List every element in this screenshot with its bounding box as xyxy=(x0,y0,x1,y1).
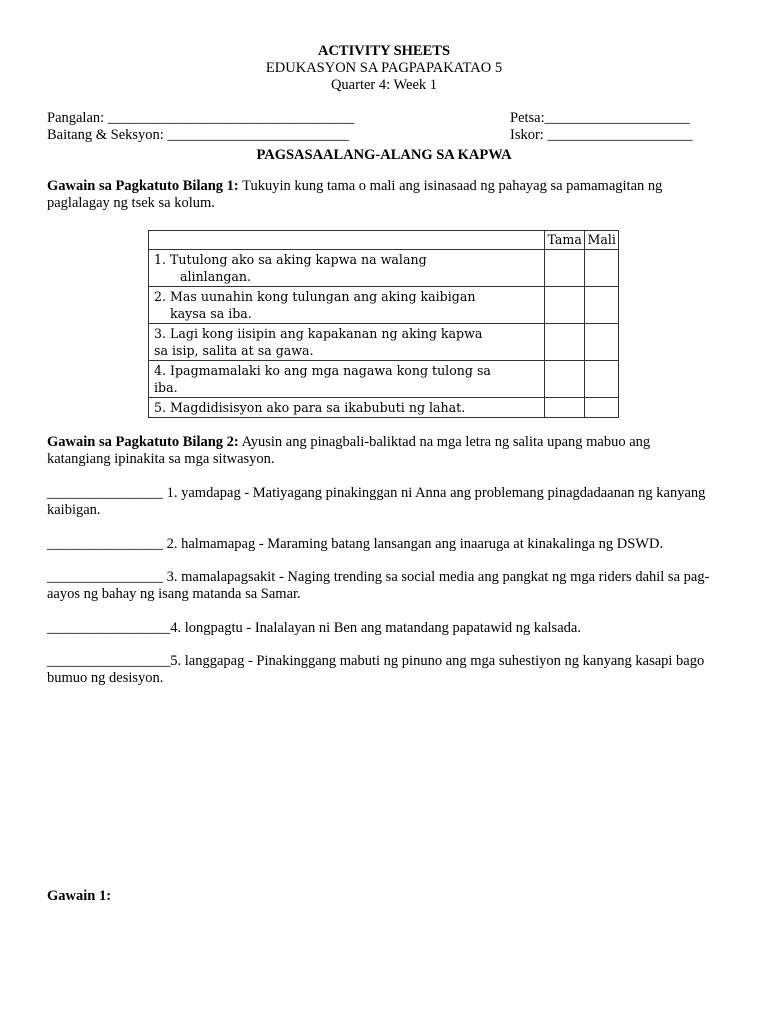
tama-checkbox-cell[interactable] xyxy=(544,250,584,287)
tama-column-header: Tama xyxy=(544,231,584,250)
statement-line2: iba. xyxy=(154,380,178,395)
tama-checkbox-cell[interactable] xyxy=(544,287,584,324)
subject-title: EDUKASYON SA PAGPAPAKATAO 5 xyxy=(265,60,503,76)
activity2-label: Gawain sa Pagkatuto Bilang 2: xyxy=(47,434,239,450)
tama-checkbox-cell[interactable] xyxy=(544,398,584,418)
statement-line1: 2. Mas uunahin kong tulungan ang aking kaibigan xyxy=(154,289,476,304)
statement-line1: 1. Tutulong ako sa aking kapwa na walang xyxy=(154,252,427,267)
statement-column-header xyxy=(149,231,545,250)
activity2-instructions xyxy=(47,434,717,468)
grade-section-field[interactable]: Baitang & Seksyon: _________________________ xyxy=(47,127,349,143)
table-row xyxy=(149,361,619,398)
activity2-item[interactable]: _________________5. langgapag - Pinakinggang mabuti ng pinuno ang mga suhestiyon ng kanyang kasapi bago bumuo ng desisyon. xyxy=(47,653,705,686)
mali-checkbox-cell[interactable] xyxy=(585,287,619,324)
statement-cell xyxy=(149,287,545,324)
mali-checkbox-cell[interactable] xyxy=(585,250,619,287)
score-field[interactable]: Iskor: ____________________ xyxy=(510,127,693,143)
statement-line2: kaysa sa iba. xyxy=(170,306,252,321)
tama-checkbox-cell[interactable] xyxy=(544,361,584,398)
activity2-item[interactable]: ________________ 1. yamdapag - Matiyagang pinakinggan ni Anna ang problemang pinagdadaanan ng kanyang kaibigan. xyxy=(47,485,706,518)
table-header-row xyxy=(149,231,619,250)
table-row xyxy=(149,287,619,324)
tama-checkbox-cell[interactable] xyxy=(544,324,584,361)
quarter-week: Quarter 4: Week 1 xyxy=(330,77,438,93)
statement-line2: sa isip, salita at sa gawa. xyxy=(154,343,314,358)
statement-cell xyxy=(149,324,545,361)
table-row xyxy=(149,324,619,361)
mali-checkbox-cell[interactable] xyxy=(585,324,619,361)
document-title: ACTIVITY SHEETS xyxy=(317,43,451,59)
statement-line1: 3. Lagi kong iisipin ang kapakanan ng aking kapwa xyxy=(154,326,483,341)
section-title: PAGSASAALANG-ALANG SA KAPWA xyxy=(256,147,512,163)
activity2-item[interactable]: ________________ 3. mamalapagsakit - Naging trending sa social media ang pangkat ng mga riders dahil sa pag-aayos ng bahay ng isang matanda sa Samar. xyxy=(47,569,710,602)
table-row xyxy=(149,250,619,287)
document-header xyxy=(0,43,768,94)
table-row xyxy=(149,398,619,418)
mali-checkbox-cell[interactable] xyxy=(585,361,619,398)
statement-cell xyxy=(149,250,545,287)
student-info-fields xyxy=(47,110,727,144)
mali-checkbox-cell[interactable] xyxy=(585,398,619,418)
activity2-item[interactable]: ________________ 2. halmamapag - Maraming batang lansangan ang inaaruga at kinakalinga ng DSWD. xyxy=(47,536,664,552)
statement-line2: alinlangan. xyxy=(180,269,252,284)
mali-column-header: Mali xyxy=(585,231,619,250)
activity1-instructions xyxy=(47,178,717,212)
activity2-item[interactable]: _________________4. longpagtu - Inalalayan ni Ben ang matandang papatawid ng kalsada. xyxy=(47,620,581,636)
name-field[interactable]: Pangalan: __________________________________ xyxy=(47,110,355,126)
statement-line1: 5. Magdidisisyon ako para sa ikabubuti ng lahat. xyxy=(154,400,466,415)
date-field[interactable]: Petsa:____________________ xyxy=(510,110,690,126)
statement-cell xyxy=(149,361,545,398)
statement-line1: 4. Ipagmamalaki ko ang mga nagawa kong tulong sa xyxy=(154,363,491,378)
activity2-instruction: Ayusin ang pinagbali-baliktad na mga letra ng salita upang mabuo ang katangiang ipinakita sa mga sitwasyon. xyxy=(47,434,651,467)
statement-cell xyxy=(149,398,545,418)
gawain-1-label: Gawain 1: xyxy=(47,888,112,904)
activity1-instruction: Tukuyin kung tama o mali ang isinasaad ng pahayag sa pamamagitan ng paglalagay ng tsek sa kolum. xyxy=(47,178,663,211)
activity1-table xyxy=(148,230,619,418)
activity1-label: Gawain sa Pagkatuto Bilang 1: xyxy=(47,178,239,194)
